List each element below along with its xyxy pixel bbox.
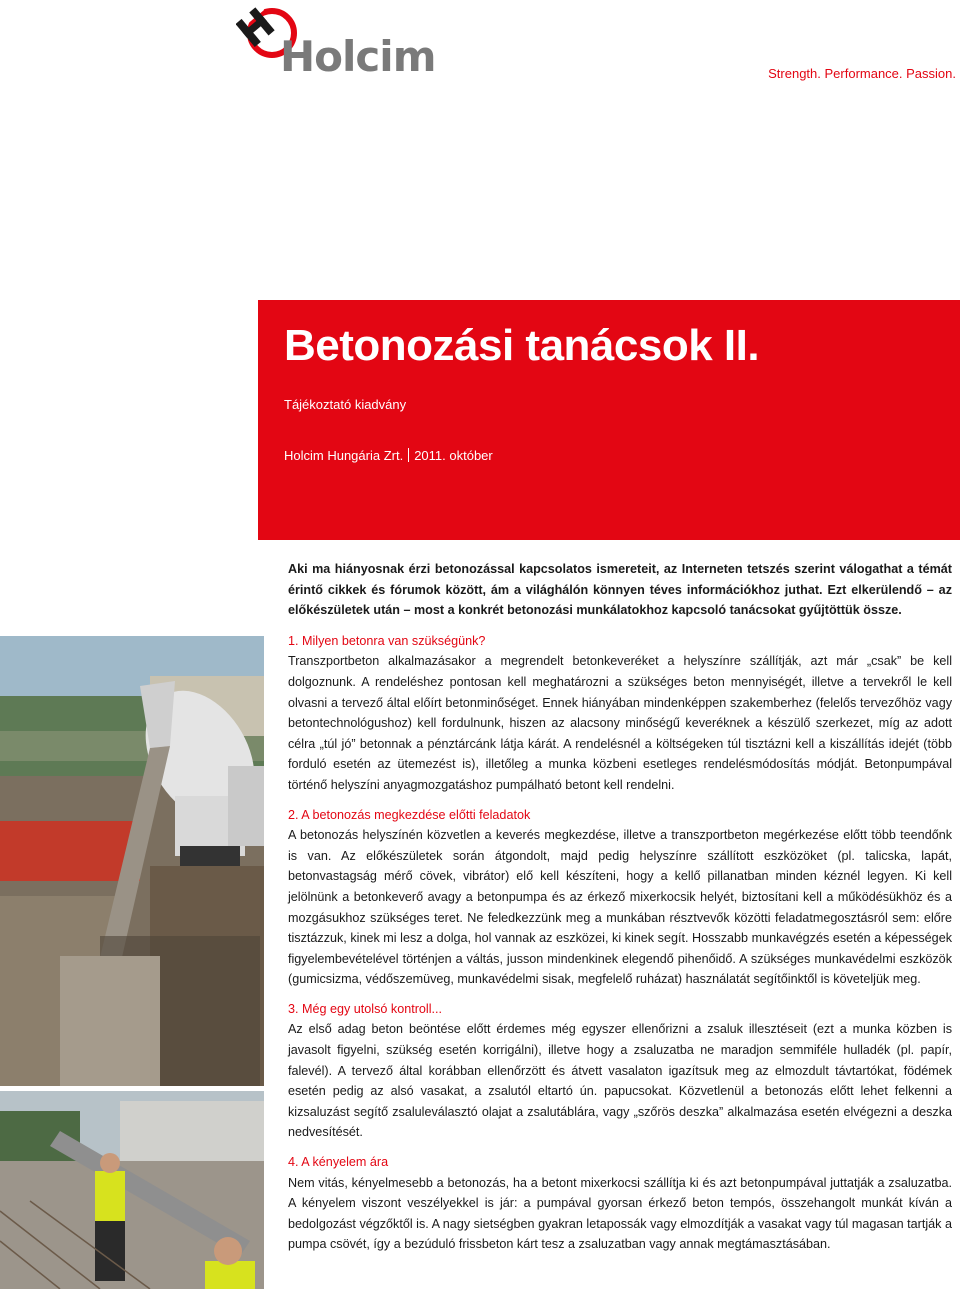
subtitle: Tájékoztató kiadvány	[284, 397, 407, 412]
logo-wordmark: Holcim	[280, 32, 436, 81]
section-heading: 1. Milyen betonra van szükségünk?	[288, 633, 486, 648]
section-3	[288, 999, 952, 1143]
tagline: Strength. Performance. Passion.	[768, 66, 956, 81]
section-heading: 3. Még egy utolsó kontroll...	[288, 1001, 443, 1016]
section-text: Az első adag beton beöntése előtt érdemes még egyszer ellenőrizni a zsaluk illesztéseit (ezt a munka közben is javasolt figyelni, szükség esetén korrigálni), illetve hogy a zsaluzatba ne maradjon semmiféle hulladék (pl. papír, falevél). A tervező által korábban ellenőrzött és átvett vasalaton igazítsuk meg az elmozdult távtartókat, födémek esetén pedig az alsó vasakat, a zsalutól eltartó ún. papucsokat. Közvetlenül a betonozás előtt lehet felkenni a kizsaluzást segítő zsaluleválasztó olajat a zsalutáblára, vagy „szőrös deszka” alkalmazása esetén elvégezni a deszka nedvesítését.	[288, 1022, 952, 1140]
section-heading: 4. A kényelem ára	[288, 1155, 389, 1170]
section-2	[288, 805, 952, 990]
cover-band	[258, 300, 960, 540]
section-heading: 2. A betonozás megkezdése előtti feladatok	[288, 807, 531, 822]
section-text: A betonozás helyszínén közvetlen a keverés megkezdése, illetve a transzportbeton megérkezése előtt több teendőnk is van. Az előkészületek során átgondolt, majd pedig helyszínre szállított eszközöket (pl. talicska, lapát, betonvastagság mérő cövek, vibrátor) elő kell készíteni, hogy a kellő pillanatban minden kéznél legyen. Ki kell jelölnünk a betonkeverő avagy a betonpumpa és az érkező mixerkocsik helyét, biztosítani kell a működésükhöz és a mozgásukhoz szükséges teret. Ne feledkezzünk meg a munkában résztvevők közötti feladatmegosztásról sem: előre tisztázzuk, kinek mi lesz a dolga, hol vannak az eszközei, ki kinek segít. Hosszabb munkavégzés esetén a képességek figyelembevételével történjen a váltás, jusson mindenkinek elegendő pihenőidő. A szükséges munkavédelmi eszközök (gumicsizma, védőszemüveg, munkavédelmi sisak, megfelelő ruházat) használatát segítőinktől is követeljük meg.	[288, 828, 952, 987]
workers-pouring-photo	[0, 1091, 264, 1289]
publisher-line	[284, 448, 493, 463]
holcim-logo	[236, 2, 436, 88]
separator	[408, 448, 409, 462]
section-text: Nem vitás, kényelmesebb a betonozás, ha a betont mixerkocsi szállítja ki és azt betonpumpával juttatják a zsaluzatba. A kényelem viszont veszélyekkel is jár: a pumpával gyorsan érkező beton tempós, összehangolt munkát kíván a bedolgozást végzőktől is. A nagy sietségben gyakran letapossák vagy elmozdítják a vasakat vagy túl magasan tartják a pumpa csövét, így a bezúduló frissbeton kárt tesz a zsaluzatban vagy annak megtámasztásában.	[288, 1175, 952, 1252]
publisher-name: Holcim Hungária Zrt.	[284, 448, 404, 463]
publish-date: 2011. október	[414, 448, 493, 463]
intro-paragraph: Aki ma hiányosnak érzi betonozással kapcsolatos ismereteit, az Interneten tetszés szerint válogathat a témát érintő cikkek és fórumok között, ám a világhálón könnyen téves információkhoz juthat. Ezt elkerülendő – az előkészületek után – most a konkrét betonozási munkálatokhoz kapcsoló tanácsokat gyűjtöttük össze.	[288, 562, 952, 618]
concrete-mixer-photo	[0, 636, 264, 1086]
article-body	[288, 559, 952, 1264]
section-text: Transzportbeton alkalmazásakor a megrendelt betonkeveréket a helyszínre szállítják, azt már „csak” be kell dolgoznunk. A rendeléshez pontosan kell meghatározni a szükséges beton mennyiségét, illetve a tervekről le kell olvasni a tervező által előírt betonminőséget. Ennek hiányában mindenképpen szakemberhez (felelős tervezőhöz vagy betontechnológushoz) kell fordulnunk, hiszen az alacsony minőségű keveréknek a készülő szerkezet, míg az adott célra „túl jó” betonnak a pénztárcánk látja kárát. A rendelésnél a költségeken túl tisztázni kell a kiszállítás idejét (több forduló esetén az ütemezést is), illetőleg a munka közbeni esetleges rendelésmódosítás módját. Betonpumpával történő helyszíni anyagmozgatáshoz pumpálható betont kell rendelni.	[288, 654, 952, 792]
mixer-truck-illustration	[0, 636, 264, 1086]
page-title: Betonozási tanácsok II.	[284, 321, 760, 370]
section-4	[288, 1152, 952, 1255]
section-1	[288, 631, 952, 796]
workers-illustration	[0, 1091, 264, 1289]
